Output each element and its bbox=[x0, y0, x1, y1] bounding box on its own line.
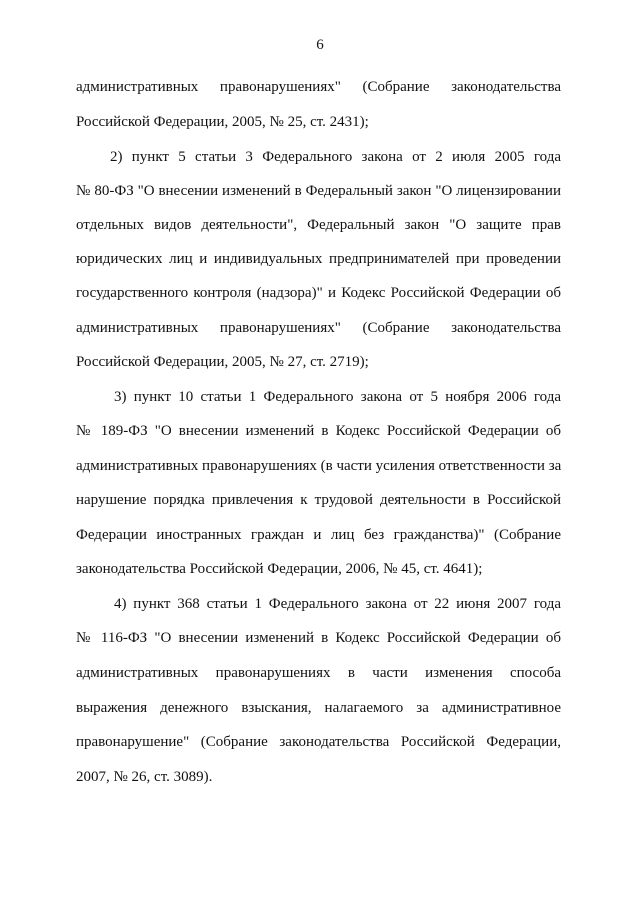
text-line: нарушение порядка привлечения к трудовой деятельности в Российской bbox=[76, 492, 561, 508]
text-line: правонарушение" (Собрание законодательства Российской Федерации, bbox=[76, 734, 561, 750]
text-line: юридических лиц и индивидуальных предпринимателей при проведении bbox=[76, 251, 561, 267]
text-line: 4) пункт 368 статьи 1 Федерального закона от 22 июня 2007 года bbox=[114, 596, 561, 612]
text-line: Российской Федерации, 2005, № 25, ст. 2431); bbox=[76, 114, 369, 130]
text-line: законодательства Российской Федерации, 2006, № 45, ст. 4641); bbox=[76, 561, 483, 577]
text-line: административных правонарушениях" (Собрание законодательства bbox=[76, 79, 561, 95]
text-line: 3) пункт 10 статьи 1 Федерального закона от 5 ноября 2006 года bbox=[114, 389, 561, 405]
text-line: № 116-ФЗ "О внесении изменений в Кодекс Российской Федерации об bbox=[76, 630, 561, 646]
text-line: 2007, № 26, ст. 3089). bbox=[76, 769, 213, 785]
text-line: государственного контроля (надзора)" и Кодекс Российской Федерации об bbox=[76, 285, 561, 301]
text-line: выражения денежного взыскания, налагаемого за административное bbox=[76, 700, 561, 716]
text-line: № 80-ФЗ "О внесении изменений в Федеральный закон "О лицензировании bbox=[76, 183, 561, 199]
text-line: Федерации иностранных граждан и лиц без гражданства)" (Собрание bbox=[76, 527, 561, 543]
page-number: 6 bbox=[316, 37, 324, 53]
text-line: № 189-ФЗ "О внесении изменений в Кодекс Российской Федерации об bbox=[76, 423, 561, 439]
text-line: административных правонарушениях в части изменения способа bbox=[76, 665, 561, 681]
text-line: 2) пункт 5 статьи 3 Федерального закона от 2 июля 2005 года bbox=[110, 149, 561, 165]
text-line: административных правонарушениях" (Собрание законодательства bbox=[76, 320, 561, 336]
text-line: отдельных видов деятельности", Федеральный закон "О защите прав bbox=[76, 217, 561, 233]
text-line: Российской Федерации, 2005, № 27, ст. 2719); bbox=[76, 354, 369, 370]
text-line: административных правонарушениях (в части усиления ответственности за bbox=[76, 458, 561, 474]
